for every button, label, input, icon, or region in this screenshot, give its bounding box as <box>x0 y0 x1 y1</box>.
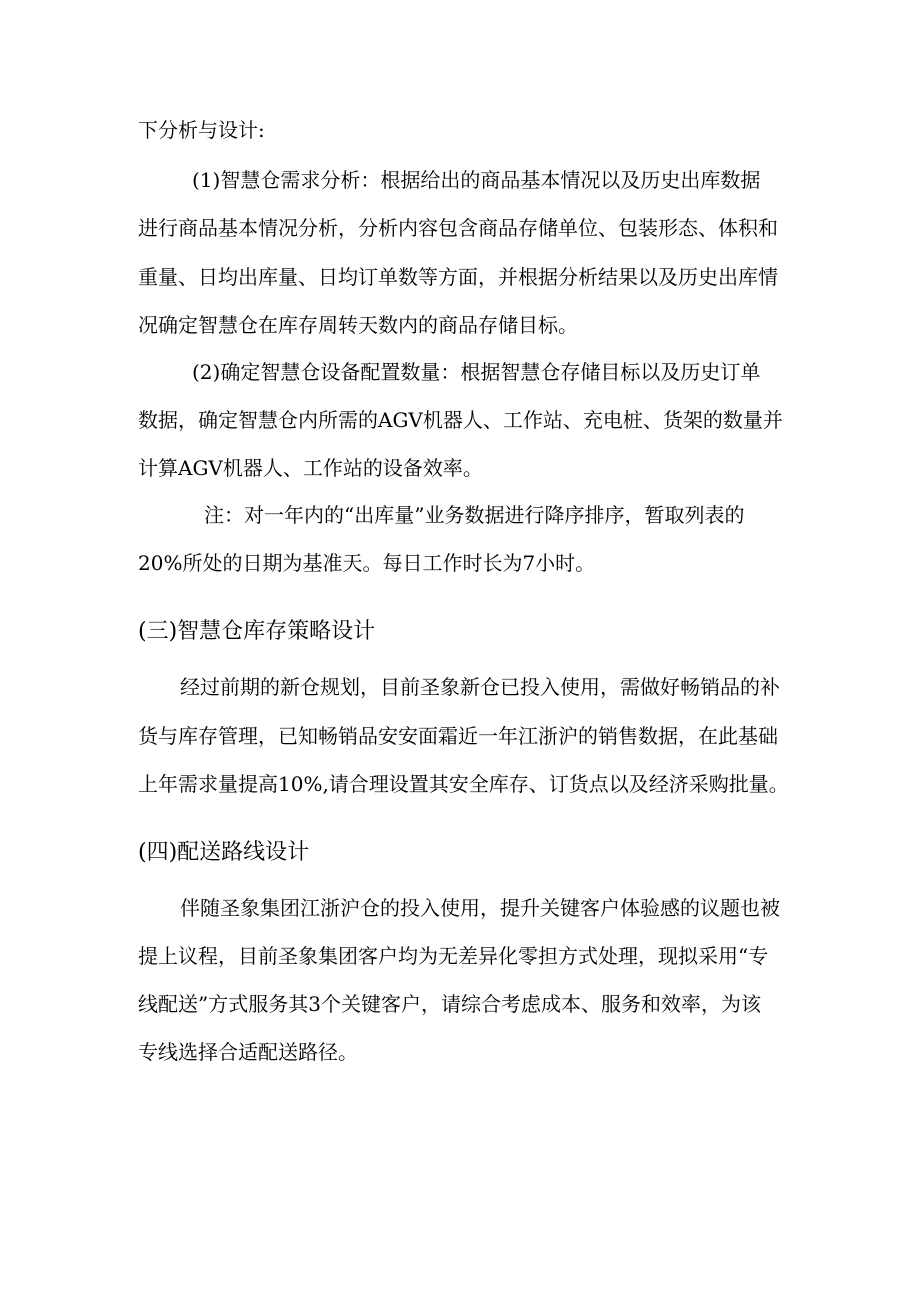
item2-line-1: (2)确定智慧仓设备配置数量：根据智慧仓存储目标以及历史订单 <box>192 360 761 384</box>
section-3-heading: (三)智慧仓库存策略设计 <box>138 619 376 644</box>
item1-line-3: 重量、日均出库量、日均订单数等方面，并根据分析结果以及历史出库情 <box>138 265 778 289</box>
section-3-line-2: 货与库存管理，已知畅销品安安面霜近一年江浙沪的销售数据，在此基础 <box>138 724 778 748</box>
section-3-line-3: 上年需求量提高10%,请合理设置其安全库存、订货点以及经济采购批量。 <box>138 772 789 796</box>
item1-line-4: 况确定智慧仓在库存周转天数内的商品存储目标。 <box>138 313 578 337</box>
section-4-line-4: 专线选择合适配送路径。 <box>138 1040 358 1064</box>
section-4-line-3: 线配送”方式服务其3个关键客户，请综合考虑成本、服务和效率，为该 <box>138 992 761 1016</box>
section-4-heading: (四)配送路线设计 <box>138 840 310 865</box>
item1-line-2: 进行商品基本情况分析，分析内容包含商品存储单位、包装形态、体积和 <box>138 216 778 240</box>
intro-line: 下分析与设计: <box>138 118 265 142</box>
item2-line-2: 数据，确定智慧仓内所需的AGV机器人、工作站、充电桩、货架的数量并 <box>138 408 783 432</box>
note-line-2: 20%所处的日期为基准天。每日工作时长为7小时。 <box>138 551 596 575</box>
note-line-1: 注：对一年内的“出库量”业务数据进行降序排序，暂取列表的 <box>204 503 745 527</box>
section-4-line-2: 提上议程，目前圣象集团客户均为无差异化零担方式处理，现拟采用“专 <box>138 944 769 968</box>
section-4-line-1: 伴随圣象集团江浙沪仓的投入使用，提升关键客户体验感的议题也被 <box>180 896 780 920</box>
item2-line-3: 计算AGV机器人、工作站的设备效率。 <box>138 456 483 480</box>
item1-line-1: (1)智慧仓需求分析：根据给出的商品基本情况以及历史出库数据 <box>192 168 761 192</box>
section-3-line-1: 经过前期的新仓规划，目前圣象新仓已投入使用，需做好畅销品的补 <box>180 675 780 699</box>
